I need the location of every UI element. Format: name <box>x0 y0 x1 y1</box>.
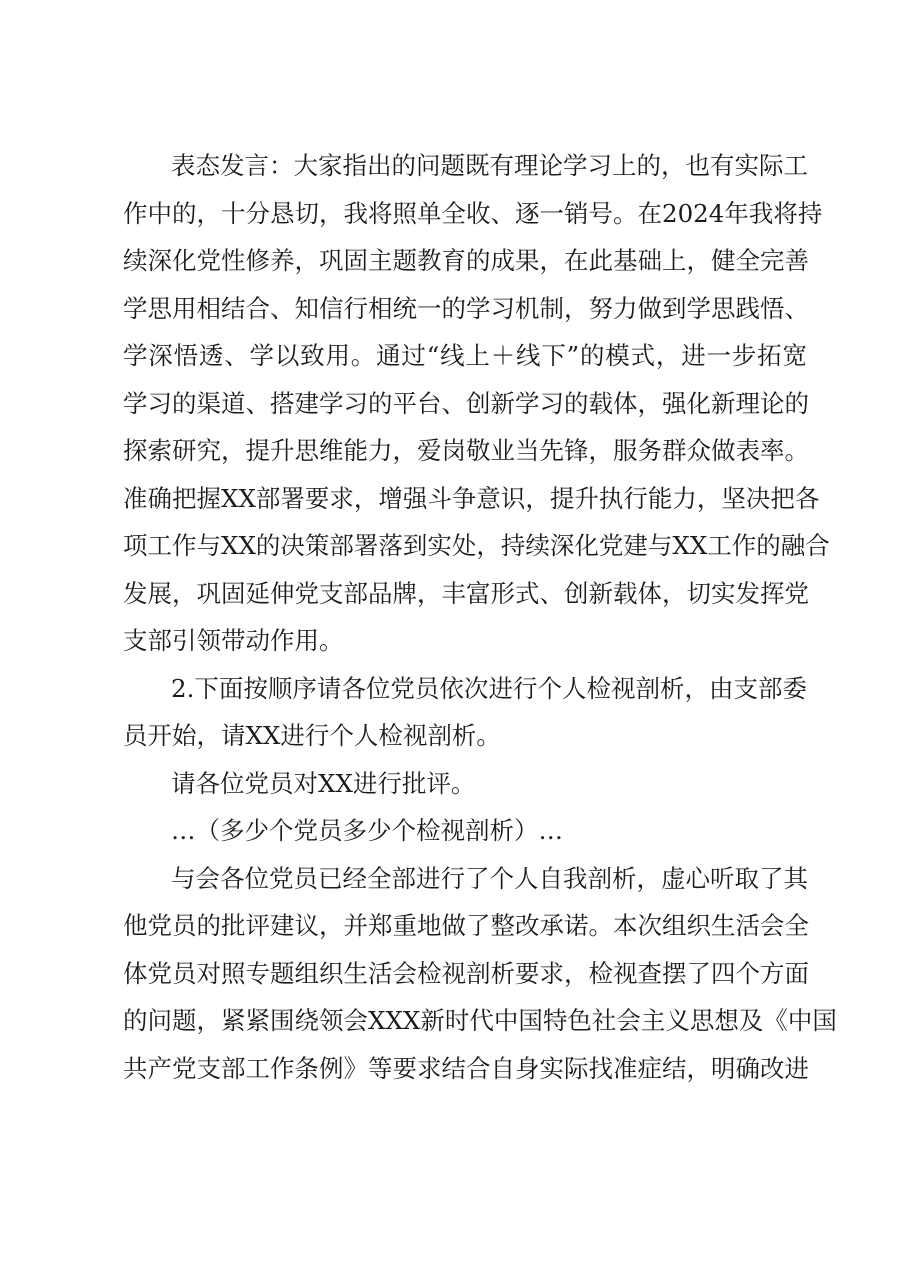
text-line: 学思用相结合、知信行相统一的学习机制，努力做到学思践悟、 <box>123 293 809 323</box>
document-body <box>123 142 837 1092</box>
text-line: 发展，巩固延伸党支部品牌，丰富形式、创新载体，切实发挥党 <box>123 578 809 608</box>
paragraph-ellipsis <box>123 807 807 855</box>
text-line: 准确把握XX部署要求，增强斗争意识，提升执行能力，坚决把各 <box>123 483 820 513</box>
text-line: 请各位党员对XX进行批评。 <box>171 768 476 798</box>
text-line: 与会各位党员已经全部进行了个人自我剖析，虚心听取了其 <box>171 863 808 893</box>
text-line: 表态发言：大家指出的问题既有理论学习上的，也有实际工 <box>171 151 808 180</box>
paragraph-statement <box>123 142 830 665</box>
text-line: 学深悟透、学以致用。通过“线上＋线下”的模式，进一步拓宽 <box>123 341 807 370</box>
text-line: 续深化党性修养，巩固主题教育的成果，在此基础上，健全完善 <box>123 246 809 275</box>
text-line: 员开始，请XX进行个人检视剖析。 <box>123 721 501 750</box>
text-line: 共产党支部工作条例》等要求结合自身实际找准症结，明确改进 <box>123 1053 809 1083</box>
text-line: 项工作与XX的决策部署落到实处，持续深化党建与XX工作的融合 <box>123 531 830 560</box>
paragraph-step-2 <box>123 665 807 760</box>
text-line: …（多少个党员多少个检视剖析）… <box>171 816 563 845</box>
text-line: 支部引领带动作用。 <box>123 626 344 655</box>
paragraph-summary <box>123 855 837 1093</box>
text-line: 他党员的批评建议，并郑重地做了整改承诺。本次组织生活会全 <box>123 911 809 940</box>
text-line: 体党员对照专题组织生活会检视剖析要求，检视查摆了四个方面 <box>123 958 809 988</box>
text-line: 学习的渠道、搭建学习的平台、创新学习的载体，强化新理论的 <box>123 388 809 418</box>
text-line: 探索研究，提升思维能力，爱岗敬业当先锋，服务群众做表率。 <box>123 436 809 465</box>
text-line: 2.下面按顺序请各位党员依次进行个人检视剖析，由支部委 <box>171 673 807 703</box>
text-line: 作中的，十分恳切，我将照单全收、逐一销号。在2024年我将持 <box>123 198 823 228</box>
text-line: 的问题，紧紧围绕领会XXX新时代中国特色社会主义思想及《中国 <box>123 1006 837 1035</box>
paragraph-criticism <box>123 760 807 808</box>
